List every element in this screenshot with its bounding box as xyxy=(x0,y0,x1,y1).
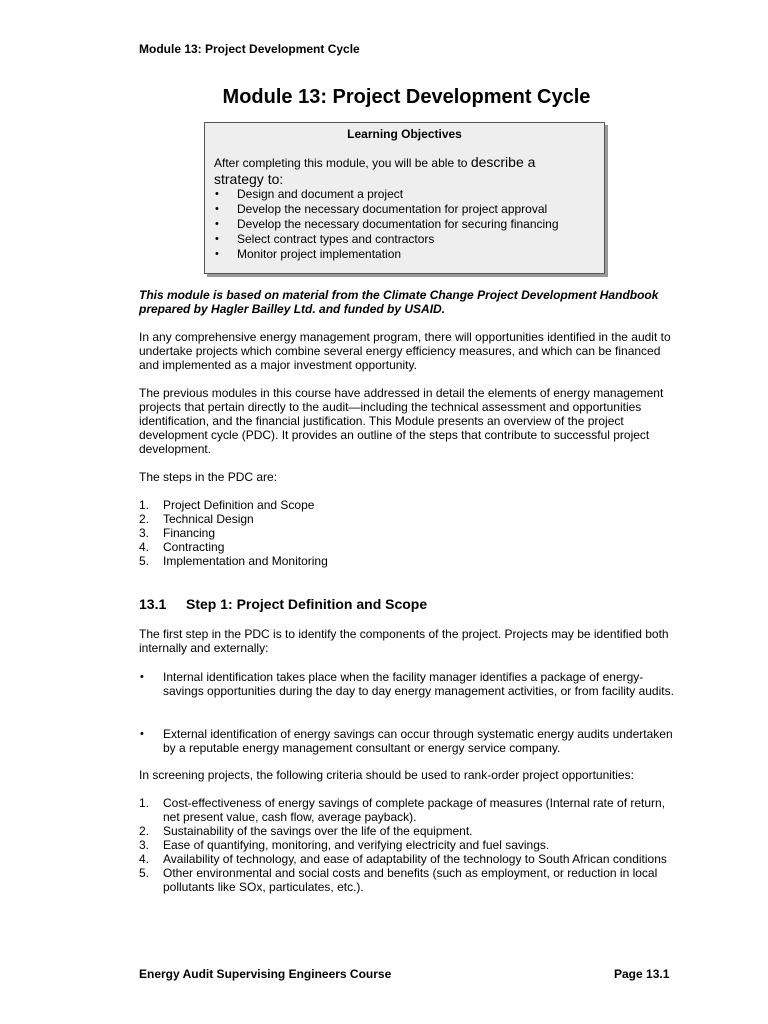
list-item xyxy=(139,512,679,526)
section-heading xyxy=(139,596,427,612)
objective-item: • Develop the necessary documentation for securing financing xyxy=(214,217,559,232)
bullet-item xyxy=(139,670,679,698)
list-text: Technical Design xyxy=(163,512,254,526)
intro-text-large-2: strategy to: xyxy=(214,171,284,187)
list-item xyxy=(139,796,679,824)
section-number: 13.1 xyxy=(139,596,167,612)
intro-text-large: describe a xyxy=(470,154,536,170)
intro-text: After completing this module, you will be able to xyxy=(214,156,471,170)
footer-page-number: Page 13.1 xyxy=(614,967,670,981)
list-item xyxy=(139,526,679,540)
list-item xyxy=(139,852,679,866)
list-number: 1. xyxy=(139,796,150,810)
bullet-icon: • xyxy=(140,728,144,740)
criteria-intro: In screening projects, the following criteria should be used to rank-order project opportunities: xyxy=(139,768,634,782)
list-text: Financing xyxy=(163,526,216,540)
running-header: Module 13: Project Development Cycle xyxy=(139,42,360,56)
learning-objectives-box xyxy=(204,122,605,274)
list-text: Contracting xyxy=(163,540,225,554)
overview-paragraph: The previous modules in this course have addressed in detail the elements of energy management projects that pertain directly to the audit—including the technical assessment and opportunities identification, and the financial justification. This Module presents an overview of the project development cycle (PDC). It provides an outline of the steps that contribute to successful project development. xyxy=(139,386,664,456)
learning-objectives-intro xyxy=(214,154,594,188)
list-item xyxy=(139,866,679,894)
list-number: 4. xyxy=(139,540,150,554)
list-item xyxy=(139,838,679,852)
list-number: 2. xyxy=(139,512,150,526)
list-number: 3. xyxy=(139,838,150,852)
list-number: 4. xyxy=(139,852,150,866)
list-text: Availability of technology, and ease of adaptability of the technology to South African conditions xyxy=(163,852,667,866)
intro-paragraph: In any comprehensive energy management program, there will opportunities identified in the audit to undertake projects which combine several energy efficiency measures, and which can be financed and implemented as a major investment opportunity. xyxy=(139,330,671,372)
list-number: 3. xyxy=(139,526,150,540)
objectives-list xyxy=(214,187,559,262)
identification-bullets-2 xyxy=(139,727,679,755)
list-number: 5. xyxy=(139,554,150,568)
pdc-steps-list xyxy=(139,498,679,568)
list-number: 1. xyxy=(139,498,150,512)
bullet-item xyxy=(139,727,679,755)
list-number: 5. xyxy=(139,866,150,880)
list-text: Project Definition and Scope xyxy=(163,498,315,512)
list-item xyxy=(139,554,679,568)
list-number: 2. xyxy=(139,824,150,838)
list-item xyxy=(139,824,679,838)
steps-intro: The steps in the PDC are: xyxy=(139,470,278,484)
objective-item: • Select contract types and contractors xyxy=(214,232,559,247)
identification-bullets xyxy=(139,670,679,698)
source-note: This module is based on material from the Climate Change Project Development Handbook prepared by Hagler Bailley Ltd. and funded by USAID. xyxy=(139,288,659,316)
list-text: Implementation and Monitoring xyxy=(163,554,328,568)
criteria-list xyxy=(139,796,679,894)
bullet-icon: • xyxy=(140,671,144,683)
section-intro-paragraph: The first step in the PDC is to identify the components of the project. Projects may be identified both internally and externally: xyxy=(139,627,669,655)
page-title: Module 13: Project Development Cycle xyxy=(222,86,591,108)
list-item xyxy=(139,498,679,512)
learning-objectives-heading: Learning Objectives xyxy=(347,127,462,141)
section-title: Step 1: Project Definition and Scope xyxy=(186,596,428,612)
list-item xyxy=(139,540,679,554)
bullet-text: External identification of energy savings can occur through systematic energy audits undertaken by a reputable energy management consultant or energy service company. xyxy=(163,727,673,755)
objective-item: • Monitor project implementation xyxy=(214,247,559,262)
bullet-text: Internal identification takes place when the facility manager identifies a package of energy-savings opportunities during the day to day energy management activities, or from facility audits. xyxy=(163,670,674,698)
list-text: Other environmental and social costs and benefits (such as employment, or reduction in local pollutants like SOx, particulates, etc.). xyxy=(163,866,658,894)
list-text: Cost-effectiveness of energy savings of complete package of measures (Internal rate of return, net present value, cash flow, average payback). xyxy=(163,796,666,824)
list-text: Sustainability of the savings over the life of the equipment. xyxy=(163,824,473,838)
list-text: Ease of quantifying, monitoring, and verifying electricity and fuel savings. xyxy=(163,838,550,852)
objective-item: • Develop the necessary documentation for project approval xyxy=(214,202,559,217)
objective-item: • Design and document a project xyxy=(214,187,559,202)
footer-course: Energy Audit Supervising Engineers Course xyxy=(139,967,392,981)
